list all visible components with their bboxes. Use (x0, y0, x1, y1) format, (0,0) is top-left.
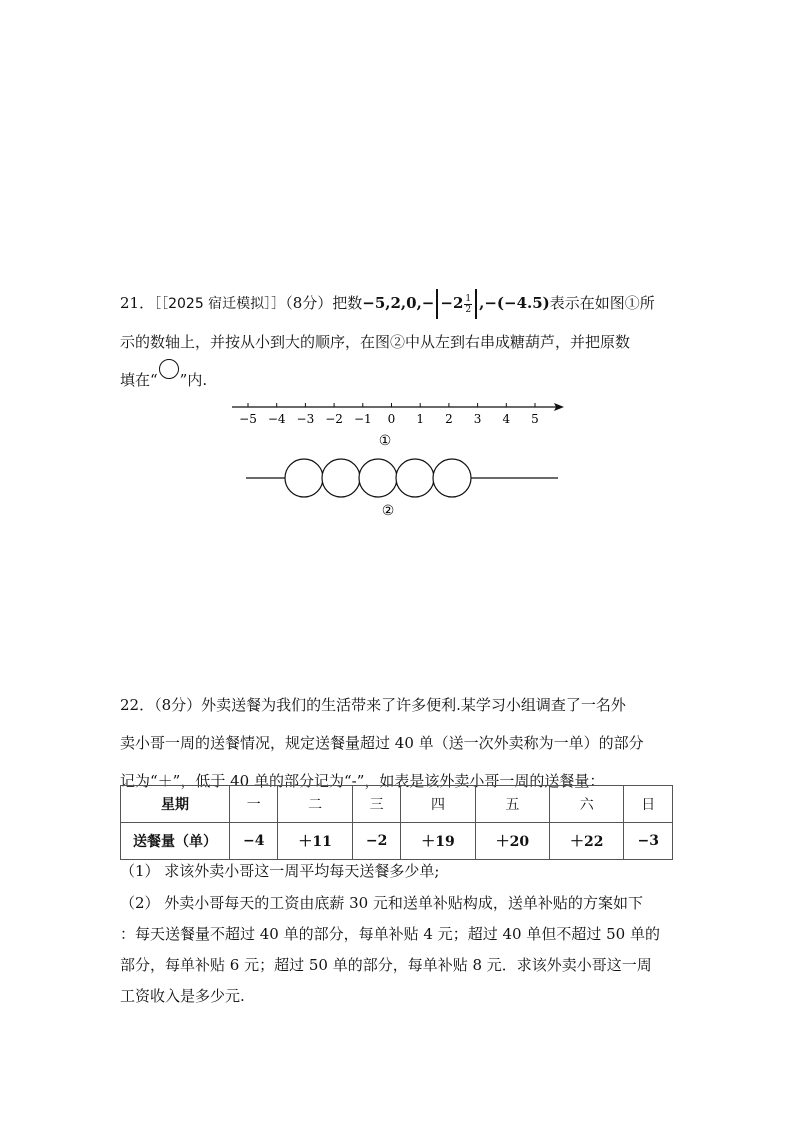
value-cell: −3 (624, 823, 673, 860)
axis-tick-label: 1 (416, 412, 425, 426)
axis-tick-label: 5 (531, 412, 539, 426)
axis-tick-label: −2 (325, 412, 343, 426)
abs-bar-right (475, 289, 477, 319)
axis-tick-label: −5 (239, 412, 257, 426)
question-22-line-2: 卖小哥一周的送餐情况，规定送餐量超过 40 单（送一次外卖称为一单）的部分 (120, 734, 644, 752)
part-1: （1） 求该外卖小哥这一周平均每天送餐多少单; (120, 862, 440, 880)
question-22-line-3: 记为“＋”，低于 40 单的部分记为“-”，如表是该外卖小哥一周的送餐量： (120, 772, 605, 790)
day-cell: 四 (401, 786, 475, 823)
question-21-line-2: 示的数轴上，并按从小到大的顺序，在图②中从左到右串成糖葫芦，并把原数 (120, 333, 631, 351)
delivery-table (120, 785, 673, 860)
value-cell: ＋22 (550, 823, 624, 860)
lead-text: 把数 (332, 294, 363, 312)
figure-2-label: ② (381, 503, 395, 519)
abs-bar-left (436, 289, 438, 319)
axis-tick-label: 0 (387, 412, 396, 426)
answer-circle[interactable] (322, 459, 360, 497)
question-22 (120, 686, 676, 800)
day-cell: 一 (230, 786, 278, 823)
source-tag: ［［2025 宿迁模拟］］ (154, 296, 286, 312)
part-2-line-3: 部分，每单补贴 6 元；超过 50 单的部分，每单补贴 8 元．求该外卖小哥这一周 (120, 956, 652, 974)
line3-prefix: 填在“ (120, 371, 158, 389)
question-number: 21． (120, 294, 155, 312)
answer-circle[interactable] (285, 459, 323, 497)
axis-tick-label: 3 (473, 412, 482, 426)
table-row-days (121, 786, 673, 823)
figures-21 (0, 395, 794, 535)
fraction-numerator: 1 (465, 293, 472, 304)
axis-tick-label: −3 (296, 412, 315, 426)
mixed-number: −2 (440, 294, 464, 312)
value-cell: ＋19 (401, 823, 475, 860)
part-2-line-2: ：每天送餐量不超过 40 单的部分，每单补贴 4 元；超过 40 单但不超过 50 单的 (120, 925, 660, 943)
answer-circle[interactable] (396, 459, 434, 497)
question-22-line-1: 22．（8分）外卖送餐为我们的生活带来了许多便利.某学习小组调查了一名外 (120, 696, 626, 714)
table-row-values (121, 823, 673, 860)
axis-tick-label: 4 (502, 412, 511, 426)
day-cell: 六 (550, 786, 624, 823)
question-21-line-1 (120, 284, 676, 323)
axis-tick-label: 2 (445, 412, 453, 426)
numbers-part-a: −5,2,0,− (362, 294, 435, 312)
day-cell: 五 (475, 786, 549, 823)
value-cell: ＋11 (278, 823, 352, 860)
figure-1-label: ① (378, 433, 392, 449)
value-cell: −4 (230, 823, 278, 860)
header-deliveries: 送餐量（单） (121, 823, 230, 860)
part-2-line-1: （2） 外卖小哥每天的工资由底薪 30 元和送单补贴构成，送单补贴的方案如下 (120, 894, 643, 912)
score: （8分） (285, 294, 333, 312)
answer-circle[interactable] (359, 459, 397, 497)
question-21-line-3 (120, 361, 676, 399)
blank-circle-icon (159, 359, 179, 379)
numbers-part-b: ,−(−4.5) (479, 294, 550, 312)
line3-suffix: ”内. (179, 371, 208, 389)
day-cell: 日 (624, 786, 673, 823)
axis-tick-label: −1 (353, 412, 372, 426)
tail-text: 表示在如图①所 (549, 294, 655, 312)
fraction-denominator: 2 (465, 304, 472, 315)
answer-circle[interactable] (433, 459, 471, 497)
part-2-line-4: 工资收入是多少元. (120, 987, 245, 1005)
fraction-half (464, 294, 472, 315)
day-cell: 三 (352, 786, 400, 823)
day-cell: 二 (278, 786, 352, 823)
question-21 (120, 284, 676, 399)
header-weekday: 星期 (121, 786, 230, 823)
candied-haws-figure (246, 459, 558, 497)
number-line (232, 403, 564, 426)
value-cell: −2 (352, 823, 400, 860)
axis-tick-label: −4 (267, 412, 286, 426)
value-cell: ＋20 (475, 823, 549, 860)
